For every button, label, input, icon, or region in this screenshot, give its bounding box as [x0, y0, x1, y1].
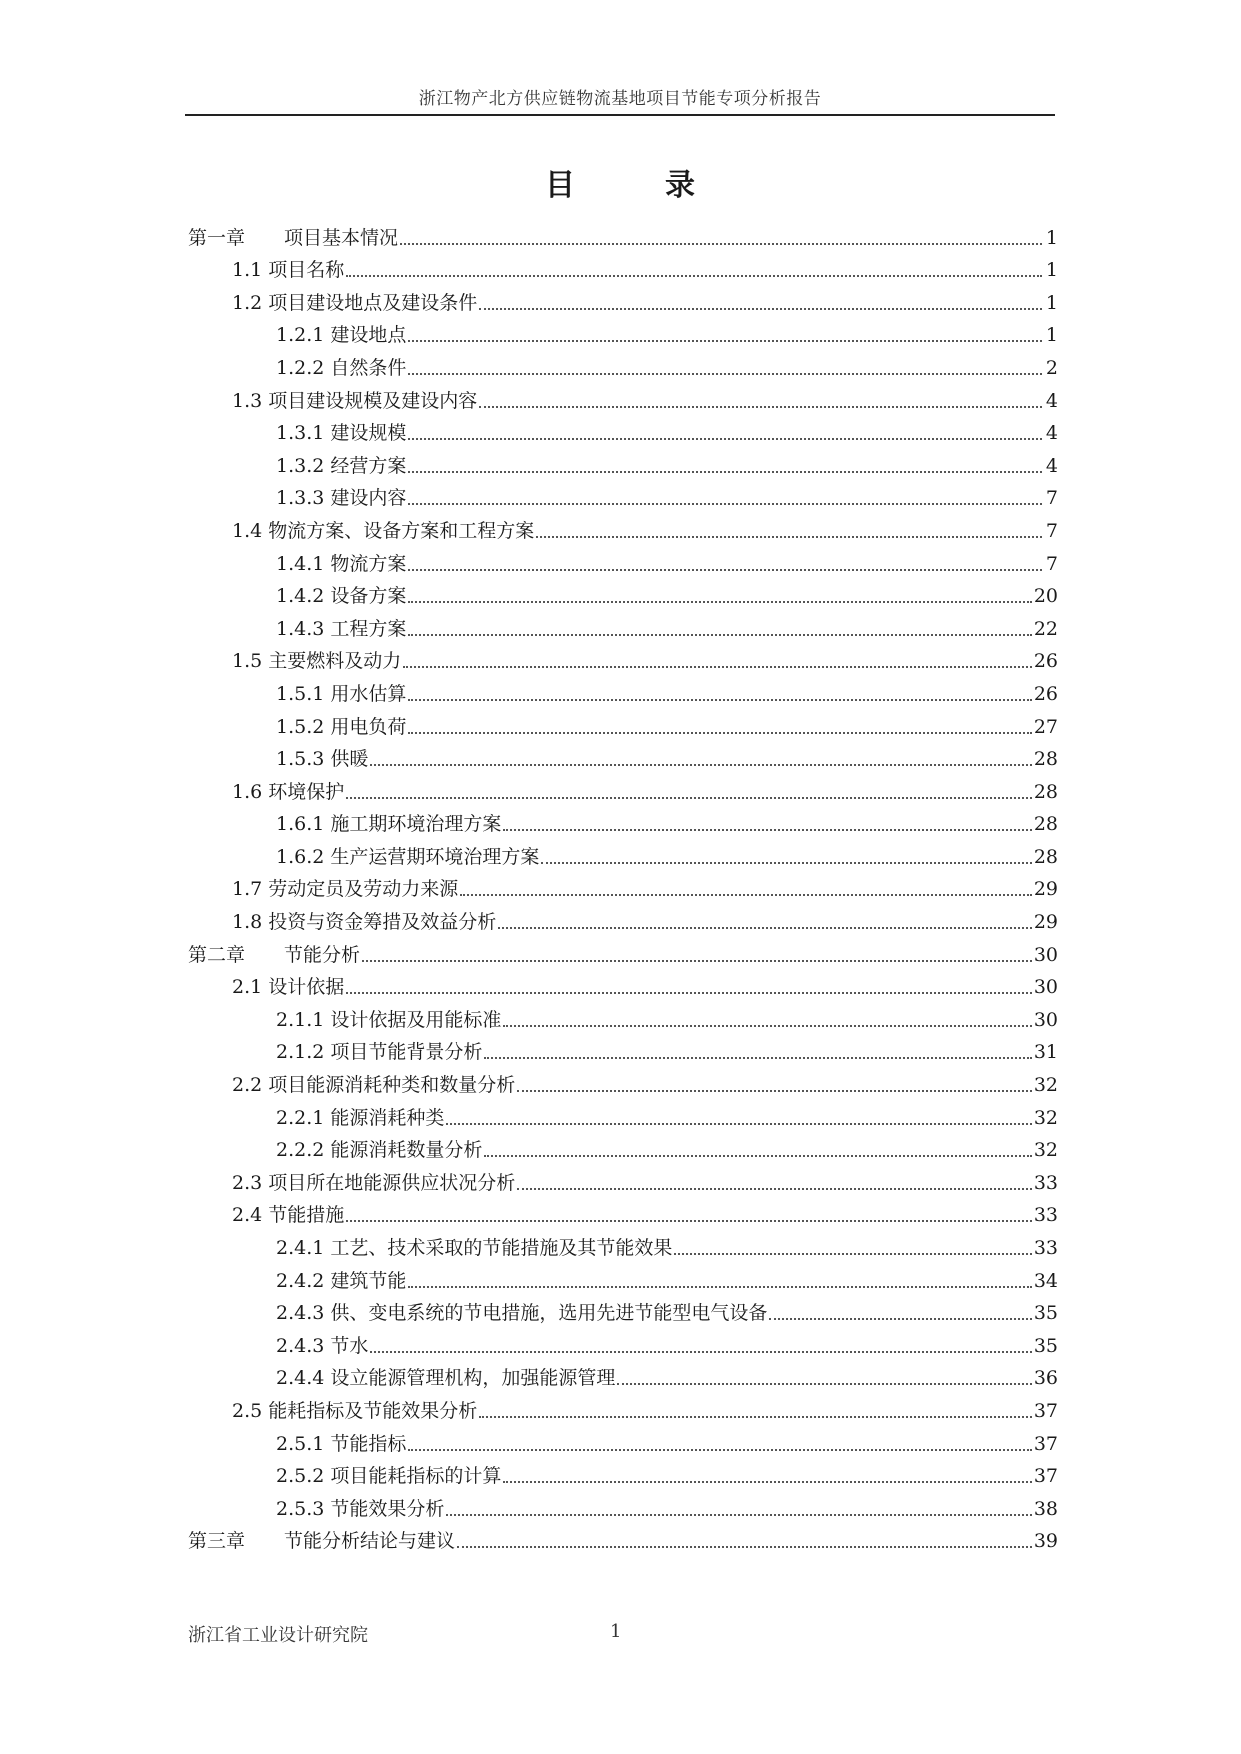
toc-entry-label [276, 453, 406, 479]
toc-entry-label [276, 1007, 501, 1033]
toc-page-number: 30 [1033, 943, 1058, 966]
dot-leader [517, 1090, 1032, 1092]
toc-entry-title: 2.5 能耗指标及节能效果分析 [232, 1399, 478, 1422]
toc-entry-label [276, 1039, 482, 1065]
toc-entry-title: 2.4.4 设立能源管理机构，加强能源管理 [276, 1367, 616, 1390]
toc-page-number: 35 [1033, 1302, 1058, 1325]
toc-entry-title: 1.6 环境保护 [232, 780, 345, 803]
dot-leader [408, 569, 1042, 571]
toc-entry-title: 2.4.3 供、变电系统的节电措施，选用先进节能型电气设备 [276, 1302, 768, 1325]
dot-leader [408, 732, 1031, 734]
dot-leader [503, 1481, 1031, 1483]
toc-page-number: 33 [1033, 1237, 1058, 1259]
toc-entry[interactable] [188, 348, 1058, 381]
toc-entry-title: 1.5 主要燃料及动力 [232, 650, 402, 673]
toc-entry-label [276, 1365, 615, 1391]
toc-page-number: 1 [1045, 259, 1058, 282]
dot-leader [503, 1025, 1031, 1027]
toc-entry-title: 1.8 投资与资金筹措及效益分析 [232, 911, 497, 934]
toc-entry-label [276, 322, 406, 348]
chapter-number: 第一章 [188, 226, 246, 249]
dot-leader [617, 1383, 1031, 1385]
toc-page-number: 2 [1045, 356, 1058, 379]
dot-leader [362, 960, 1032, 962]
toc-entry[interactable] [188, 1033, 1058, 1066]
toc-entry-title: 节能分析 [284, 943, 361, 966]
dot-leader [484, 1155, 1031, 1157]
toc-page-number: 22 [1033, 617, 1058, 640]
dot-leader [503, 829, 1031, 831]
toc-entry-title: 1.7 劳动定员及劳动力来源 [232, 878, 459, 901]
toc-entry[interactable] [188, 1489, 1058, 1522]
toc-page-number: 1 [1045, 226, 1058, 249]
toc-entry-title: 1.4.2 设备方案 [276, 585, 407, 608]
toc-entry-label [276, 583, 406, 609]
toc-entry-label [232, 779, 344, 805]
footer-page-number: 1 [610, 1621, 622, 1642]
toc-entry-title: 1.5.1 用水估算 [276, 682, 407, 705]
toc-page-number: 28 [1033, 845, 1058, 868]
toc-entry-title: 2.3 项目所在地能源供应状况分析 [232, 1171, 516, 1194]
toc-page-number: 28 [1033, 748, 1058, 771]
dot-leader [674, 1253, 1031, 1255]
toc-entry-title: 2.4.1 工艺、技术采取的节能措施及其节能效果 [276, 1237, 673, 1259]
toc-entry-title: 1.3.1 建设规模 [276, 422, 407, 445]
toc-page-number: 4 [1045, 389, 1058, 412]
toc-entry[interactable] [188, 283, 1058, 316]
toc-page-number: 32 [1033, 1139, 1058, 1162]
dot-leader [408, 373, 1042, 375]
toc-entry[interactable] [188, 1098, 1058, 1131]
dot-leader [460, 894, 1032, 896]
toc-entry-title: 2.1.2 项目节能背景分析 [276, 1041, 483, 1064]
toc-entry-title: 1.3 项目建设规模及建设内容 [232, 389, 478, 412]
toc-page-number: 30 [1033, 976, 1058, 999]
toc-entry[interactable] [188, 642, 1058, 675]
toc-page-number: 29 [1033, 878, 1058, 901]
toc-entry-title: 项目基本情况 [284, 226, 399, 249]
header-divider [185, 114, 1055, 116]
toc-entry-label [276, 485, 406, 511]
toc-entry[interactable] [188, 674, 1058, 707]
toc-entry-label [232, 1398, 477, 1424]
toc-entry-title: 2.2 项目能源消耗种类和数量分析 [232, 1074, 516, 1097]
toc-page-number: 26 [1033, 650, 1058, 673]
toc-entry[interactable] [188, 446, 1058, 479]
toc-entry-label [188, 225, 398, 251]
chapter-number: 第三章 [188, 1530, 246, 1553]
dot-leader [346, 275, 1042, 277]
dot-leader [408, 438, 1042, 440]
table-of-contents [188, 218, 1058, 1554]
toc-entry-title: 1.4.1 物流方案 [276, 552, 407, 575]
toc-entry-label [276, 420, 406, 446]
toc-page-number: 39 [1033, 1530, 1058, 1553]
toc-entry[interactable] [188, 414, 1058, 447]
dot-leader [408, 699, 1031, 701]
toc-entry[interactable] [188, 1294, 1058, 1327]
toc-page-number: 7 [1045, 552, 1058, 575]
toc-page-number: 30 [1033, 1008, 1058, 1031]
toc-page-number: 7 [1045, 487, 1058, 510]
toc-entry-label [232, 909, 496, 935]
toc-entry-label [232, 1072, 515, 1098]
toc-entry-label [232, 1202, 344, 1228]
toc-entry-title: 2.4.2 建筑节能 [276, 1269, 407, 1292]
toc-entry-label [276, 714, 406, 740]
toc-entry[interactable] [188, 1163, 1058, 1196]
toc-entry-title: 2.5.2 项目能耗指标的计算 [276, 1465, 502, 1488]
toc-entry-label [232, 388, 477, 414]
toc-entry[interactable] [188, 479, 1058, 512]
toc-entry[interactable] [188, 740, 1058, 773]
toc-entry[interactable] [188, 1000, 1058, 1033]
dot-leader [408, 601, 1031, 603]
toc-entry-label [232, 974, 344, 1000]
dot-leader [408, 471, 1042, 473]
toc-page-number: 20 [1033, 585, 1058, 608]
toc-entry[interactable] [188, 935, 1058, 968]
toc-entry[interactable] [188, 1065, 1058, 1098]
toc-entry-label [232, 876, 458, 902]
toc-entry-label [276, 811, 501, 837]
toc-page-number: 34 [1033, 1269, 1058, 1292]
toc-entry-label [188, 942, 360, 968]
toc-page-number: 1 [1045, 291, 1058, 314]
toc-page-number: 37 [1033, 1432, 1058, 1455]
dot-leader [408, 1449, 1031, 1451]
toc-entry-title: 2.5.1 节能指标 [276, 1432, 407, 1455]
toc-page-number: 27 [1033, 715, 1058, 738]
toc-entry-label [276, 844, 539, 870]
toc-entry[interactable] [188, 1522, 1058, 1555]
toc-entry-title: 1.2 项目建设地点及建设条件 [232, 291, 478, 314]
toc-entry-title: 2.2.2 能源消耗数量分析 [276, 1139, 483, 1162]
dot-leader [408, 1286, 1031, 1288]
toc-entry[interactable] [188, 1457, 1058, 1490]
toc-page-number: 33 [1033, 1171, 1058, 1194]
toc-entry[interactable] [188, 218, 1058, 251]
toc-page-number: 7 [1045, 519, 1058, 542]
dot-leader [541, 862, 1031, 864]
dot-leader [536, 536, 1042, 538]
toc-entry[interactable] [188, 870, 1058, 903]
toc-entry-title: 节能分析结论与建议 [284, 1530, 456, 1553]
dot-leader [484, 1057, 1031, 1059]
toc-entry-title: 1.4.3 工程方案 [276, 617, 407, 640]
toc-entry[interactable] [188, 707, 1058, 740]
toc-entry-label [232, 648, 401, 674]
toc-entry[interactable] [188, 1424, 1058, 1457]
toc-entry-label [276, 616, 406, 642]
toc-page-number: 31 [1033, 1041, 1058, 1064]
toc-heading: 目录 [545, 168, 785, 203]
toc-entry-label [276, 1333, 368, 1359]
toc-entry-label [276, 681, 406, 707]
toc-entry[interactable] [188, 968, 1058, 1001]
toc-entry[interactable] [188, 316, 1058, 349]
toc-entry[interactable] [188, 1228, 1058, 1261]
toc-entry-label [276, 746, 368, 772]
toc-entry[interactable] [188, 511, 1058, 544]
toc-page-number: 28 [1033, 813, 1058, 836]
toc-entry-title: 2.5.3 节能效果分析 [276, 1497, 445, 1520]
dot-leader [446, 1514, 1031, 1516]
toc-entry-title: 1.5.2 用电负荷 [276, 715, 407, 738]
report-title: 浙江物产北方供应链物流基地项目节能专项分析报告 [418, 89, 822, 109]
toc-page-number: 35 [1033, 1334, 1058, 1357]
toc-entry-label [276, 1431, 406, 1457]
dot-leader [346, 1220, 1032, 1222]
toc-entry[interactable] [188, 577, 1058, 610]
toc-entry-title: 1.5.3 供暖 [276, 748, 369, 771]
dot-leader [479, 308, 1042, 310]
dot-leader [479, 1416, 1032, 1418]
toc-entry-title: 2.1.1 设计依据及用能标准 [276, 1008, 502, 1031]
toc-page-number: 4 [1045, 454, 1058, 477]
toc-entry[interactable] [188, 1196, 1058, 1229]
toc-page-number: 4 [1045, 422, 1058, 445]
dot-leader [457, 1546, 1032, 1548]
dot-leader [479, 406, 1042, 408]
dot-leader [446, 1123, 1031, 1125]
toc-entry-label [276, 551, 406, 577]
toc-entry-label [232, 518, 534, 544]
toc-page-number: 32 [1033, 1106, 1058, 1129]
toc-entry-label [232, 257, 344, 283]
toc-page-number: 33 [1033, 1204, 1058, 1227]
dot-leader [400, 243, 1042, 245]
toc-entry[interactable] [188, 772, 1058, 805]
toc-entry-title: 2.1 设计依据 [232, 976, 345, 999]
dot-leader [403, 666, 1032, 668]
toc-entry-label [276, 1496, 444, 1522]
dot-leader [346, 797, 1032, 799]
toc-entry-title: 1.1 项目名称 [232, 259, 345, 282]
toc-page-number: 28 [1033, 780, 1058, 803]
toc-entry[interactable] [188, 251, 1058, 284]
dot-leader [408, 503, 1042, 505]
toc-entry-title: 1.6.2 生产运营期环境治理方案 [276, 845, 540, 868]
dot-leader [769, 1318, 1031, 1320]
toc-entry-title: 2.4 节能措施 [232, 1204, 345, 1227]
toc-entry-title: 1.3.3 建设内容 [276, 487, 407, 510]
toc-entry-title: 2.4.3 节水 [276, 1334, 369, 1357]
toc-entry-label [276, 1137, 482, 1163]
toc-entry[interactable] [188, 1359, 1058, 1392]
toc-entry-title: 2.2.1 能源消耗种类 [276, 1106, 445, 1129]
toc-entry-label [276, 1268, 406, 1294]
toc-entry-title: 1.2.2 自然条件 [276, 356, 407, 379]
toc-page-number: 1 [1045, 324, 1058, 347]
toc-entry-title: 1.2.1 建设地点 [276, 324, 407, 347]
toc-entry-title: 1.6.1 施工期环境治理方案 [276, 813, 502, 836]
toc-entry-label [232, 1170, 515, 1196]
toc-page-number: 38 [1033, 1497, 1058, 1520]
toc-entry[interactable] [188, 1261, 1058, 1294]
toc-entry[interactable] [188, 1131, 1058, 1164]
toc-entry-label [276, 1235, 672, 1261]
dot-leader [370, 1351, 1031, 1353]
toc-entry[interactable] [188, 609, 1058, 642]
dot-leader [498, 927, 1032, 929]
toc-entry[interactable] [188, 837, 1058, 870]
toc-entry-label [276, 355, 406, 381]
toc-page-number: 32 [1033, 1074, 1058, 1097]
dot-leader [408, 634, 1031, 636]
toc-entry-label [188, 1528, 455, 1554]
toc-page-number: 29 [1033, 911, 1058, 934]
dot-leader [346, 992, 1032, 994]
toc-entry[interactable] [188, 544, 1058, 577]
dot-leader [408, 340, 1042, 342]
chapter-number: 第二章 [188, 943, 246, 966]
toc-page-number: 37 [1033, 1399, 1058, 1422]
toc-page-number: 37 [1033, 1465, 1058, 1488]
toc-entry[interactable] [188, 1326, 1058, 1359]
toc-page-number: 26 [1033, 682, 1058, 705]
toc-entry-label [276, 1105, 444, 1131]
toc-entry-label [232, 290, 477, 316]
toc-entry[interactable] [188, 381, 1058, 414]
toc-entry-label [276, 1463, 501, 1489]
dot-leader [370, 764, 1031, 766]
footer-organization: 浙江省工业设计研究院 [188, 1625, 368, 1646]
dot-leader [517, 1188, 1032, 1190]
toc-entry[interactable] [188, 805, 1058, 838]
toc-entry[interactable] [188, 1391, 1058, 1424]
toc-entry[interactable] [188, 902, 1058, 935]
toc-entry-title: 1.4 物流方案、设备方案和工程方案 [232, 519, 535, 542]
toc-entry-title: 1.3.2 经营方案 [276, 454, 407, 477]
toc-page-number: 36 [1033, 1367, 1058, 1390]
toc-entry-label [276, 1300, 767, 1326]
